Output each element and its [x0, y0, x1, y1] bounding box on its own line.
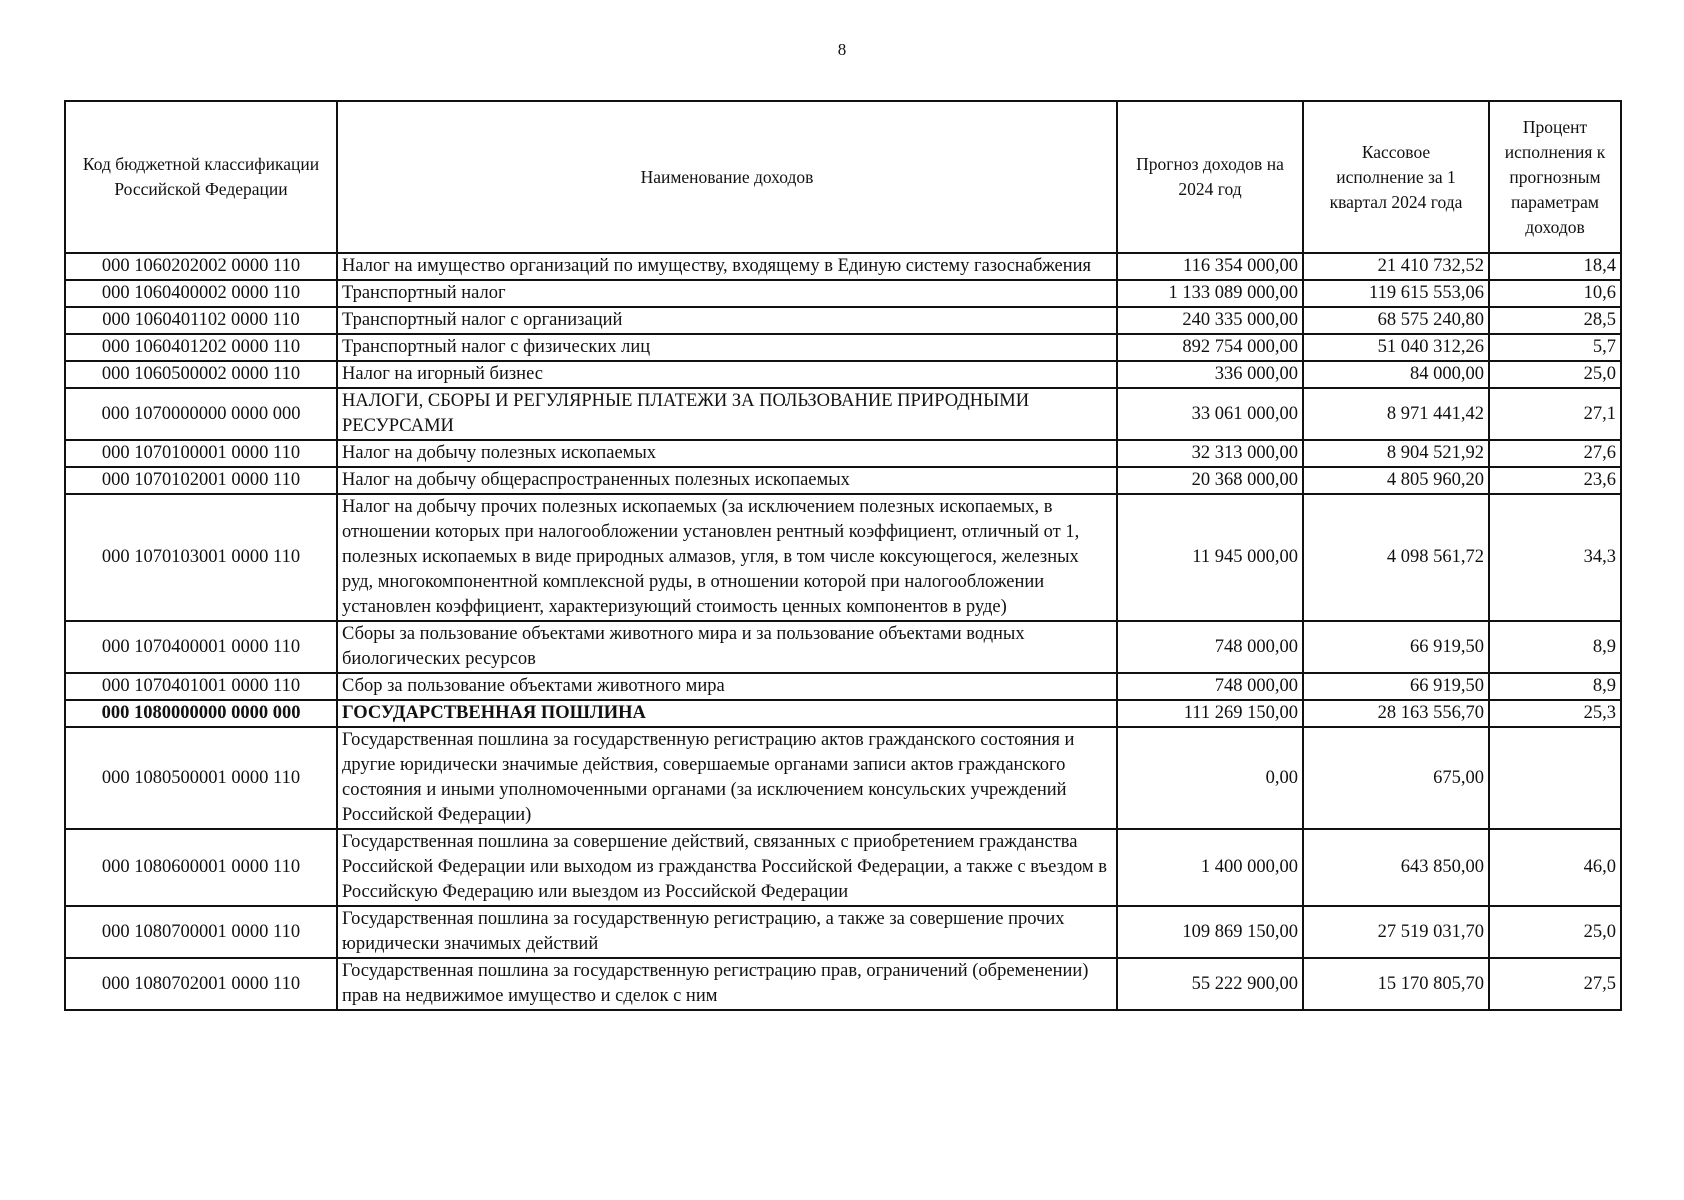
- row-name: Государственная пошлина за совершение действий, связанных с приобретением гражданства Российской Федерации или выходом из гражданства Российской Федерации, а также с въездом в Российскую Федерацию или выездом из Российской Федерации: [337, 829, 1117, 906]
- header-execution: Кассовое исполнение за 1 квартал 2024 года: [1303, 101, 1489, 253]
- table-row: [65, 253, 1621, 280]
- row-code: 000 1080702001 0000 110: [65, 958, 337, 1010]
- row-code: 000 1060400002 0000 110: [65, 280, 337, 307]
- row-execution: 15 170 805,70: [1303, 958, 1489, 1010]
- row-name: Налог на добычу общераспространенных полезных ископаемых: [337, 467, 1117, 494]
- row-execution: 8 904 521,92: [1303, 440, 1489, 467]
- table-row: [65, 440, 1621, 467]
- row-forecast: 748 000,00: [1117, 621, 1303, 673]
- row-forecast: 748 000,00: [1117, 673, 1303, 700]
- row-percent: 28,5: [1489, 307, 1621, 334]
- row-code: 000 1070000000 0000 000: [65, 388, 337, 440]
- row-percent: 46,0: [1489, 829, 1621, 906]
- table-row: [65, 829, 1621, 906]
- row-code: 000 1060401202 0000 110: [65, 334, 337, 361]
- row-forecast: 336 000,00: [1117, 361, 1303, 388]
- row-execution: 66 919,50: [1303, 673, 1489, 700]
- row-name: Сборы за пользование объектами животного мира и за пользование объектами водных биологических ресурсов: [337, 621, 1117, 673]
- row-percent: 34,3: [1489, 494, 1621, 621]
- table-row: [65, 280, 1621, 307]
- table-row: [65, 673, 1621, 700]
- row-percent: 5,7: [1489, 334, 1621, 361]
- row-execution: 4 098 561,72: [1303, 494, 1489, 621]
- row-forecast: 11 945 000,00: [1117, 494, 1303, 621]
- table-row: [65, 727, 1621, 829]
- row-percent: 25,3: [1489, 700, 1621, 727]
- row-forecast: 892 754 000,00: [1117, 334, 1303, 361]
- row-percent: 8,9: [1489, 673, 1621, 700]
- row-percent: 25,0: [1489, 906, 1621, 958]
- row-percent: 27,1: [1489, 388, 1621, 440]
- row-name: Транспортный налог с организаций: [337, 307, 1117, 334]
- row-execution: 119 615 553,06: [1303, 280, 1489, 307]
- row-percent: [1489, 727, 1621, 829]
- row-code: 000 1060500002 0000 110: [65, 361, 337, 388]
- row-name: Транспортный налог: [337, 280, 1117, 307]
- row-name: Налог на добычу прочих полезных ископаемых (за исключением полезных ископаемых, в отношении которых при налогообложении установлен рентный коэффициент, отличный от 1, полезных ископаемых в виде природных алмазов, угля, в том числе коксующегося, железных руд, многокомпонентной комплексной руды, в отношении которой при налогообложении установлен коэффициент, характеризующий стоимость ценных компонентов в руде): [337, 494, 1117, 621]
- table-row: [65, 334, 1621, 361]
- row-forecast: 33 061 000,00: [1117, 388, 1303, 440]
- row-code: 000 1070400001 0000 110: [65, 621, 337, 673]
- row-forecast: 109 869 150,00: [1117, 906, 1303, 958]
- header-code: Код бюджетной классификации Российской Федерации: [65, 101, 337, 253]
- row-code: 000 1060202002 0000 110: [65, 253, 337, 280]
- row-code: 000 1080600001 0000 110: [65, 829, 337, 906]
- table-row: [65, 958, 1621, 1010]
- row-execution: 27 519 031,70: [1303, 906, 1489, 958]
- table-row: [65, 361, 1621, 388]
- row-code: 000 1080000000 0000 000: [65, 700, 337, 727]
- row-percent: 25,0: [1489, 361, 1621, 388]
- row-execution: 4 805 960,20: [1303, 467, 1489, 494]
- page-number: 8: [837, 40, 847, 59]
- row-forecast: 1 133 089 000,00: [1117, 280, 1303, 307]
- row-execution: 675,00: [1303, 727, 1489, 829]
- row-percent: 10,6: [1489, 280, 1621, 307]
- row-name: Государственная пошлина за государственную регистрацию прав, ограничений (обременении) прав на недвижимое имущество и сделок с ним: [337, 958, 1117, 1010]
- row-forecast: 32 313 000,00: [1117, 440, 1303, 467]
- row-name: НАЛОГИ, СБОРЫ И РЕГУЛЯРНЫЕ ПЛАТЕЖИ ЗА ПОЛЬЗОВАНИЕ ПРИРОДНЫМИ РЕСУРСАМИ: [337, 388, 1117, 440]
- row-forecast: 0,00: [1117, 727, 1303, 829]
- row-code: 000 1060401102 0000 110: [65, 307, 337, 334]
- table-row: [65, 906, 1621, 958]
- table-body: [65, 253, 1621, 1010]
- row-name: ГОСУДАРСТВЕННАЯ ПОШЛИНА: [337, 700, 1117, 727]
- row-percent: 23,6: [1489, 467, 1621, 494]
- row-execution: 68 575 240,80: [1303, 307, 1489, 334]
- row-name: Транспортный налог с физических лиц: [337, 334, 1117, 361]
- row-forecast: 55 222 900,00: [1117, 958, 1303, 1010]
- revenue-table: [64, 100, 1622, 1011]
- header-percent: Процент исполнения к прогнозным параметрам доходов: [1489, 101, 1621, 253]
- row-forecast: 1 400 000,00: [1117, 829, 1303, 906]
- row-name: Государственная пошлина за государственную регистрацию, а также за совершение прочих юридически значимых действий: [337, 906, 1117, 958]
- row-execution: 51 040 312,26: [1303, 334, 1489, 361]
- header-name: Наименование доходов: [337, 101, 1117, 253]
- row-execution: 643 850,00: [1303, 829, 1489, 906]
- row-percent: 18,4: [1489, 253, 1621, 280]
- row-code: 000 1080700001 0000 110: [65, 906, 337, 958]
- table-row: [65, 388, 1621, 440]
- row-name: Налог на добычу полезных ископаемых: [337, 440, 1117, 467]
- table-row: [65, 621, 1621, 673]
- table-row: [65, 700, 1621, 727]
- row-percent: 8,9: [1489, 621, 1621, 673]
- row-code: 000 1070102001 0000 110: [65, 467, 337, 494]
- row-code: 000 1070401001 0000 110: [65, 673, 337, 700]
- row-percent: 27,6: [1489, 440, 1621, 467]
- row-name: Налог на игорный бизнес: [337, 361, 1117, 388]
- table-row: [65, 494, 1621, 621]
- row-name: Государственная пошлина за государственную регистрацию актов гражданского состояния и другие юридически значимые действия, совершаемые органами записи актов гражданского состояния и иными уполномоченными органами (за исключением консульских учреждений Российской Федерации): [337, 727, 1117, 829]
- row-code: 000 1080500001 0000 110: [65, 727, 337, 829]
- row-execution: 66 919,50: [1303, 621, 1489, 673]
- header-forecast: Прогноз доходов на 2024 год: [1117, 101, 1303, 253]
- row-execution: 84 000,00: [1303, 361, 1489, 388]
- row-execution: 21 410 732,52: [1303, 253, 1489, 280]
- row-percent: 27,5: [1489, 958, 1621, 1010]
- row-forecast: 111 269 150,00: [1117, 700, 1303, 727]
- row-execution: 28 163 556,70: [1303, 700, 1489, 727]
- table-row: [65, 307, 1621, 334]
- row-forecast: 240 335 000,00: [1117, 307, 1303, 334]
- row-execution: 8 971 441,42: [1303, 388, 1489, 440]
- row-code: 000 1070100001 0000 110: [65, 440, 337, 467]
- row-forecast: 20 368 000,00: [1117, 467, 1303, 494]
- row-forecast: 116 354 000,00: [1117, 253, 1303, 280]
- table-header-row: [65, 101, 1621, 253]
- table-row: [65, 467, 1621, 494]
- row-name: Налог на имущество организаций по имуществу, входящему в Единую систему газоснабжения: [337, 253, 1117, 280]
- row-code: 000 1070103001 0000 110: [65, 494, 337, 621]
- row-name: Сбор за пользование объектами животного мира: [337, 673, 1117, 700]
